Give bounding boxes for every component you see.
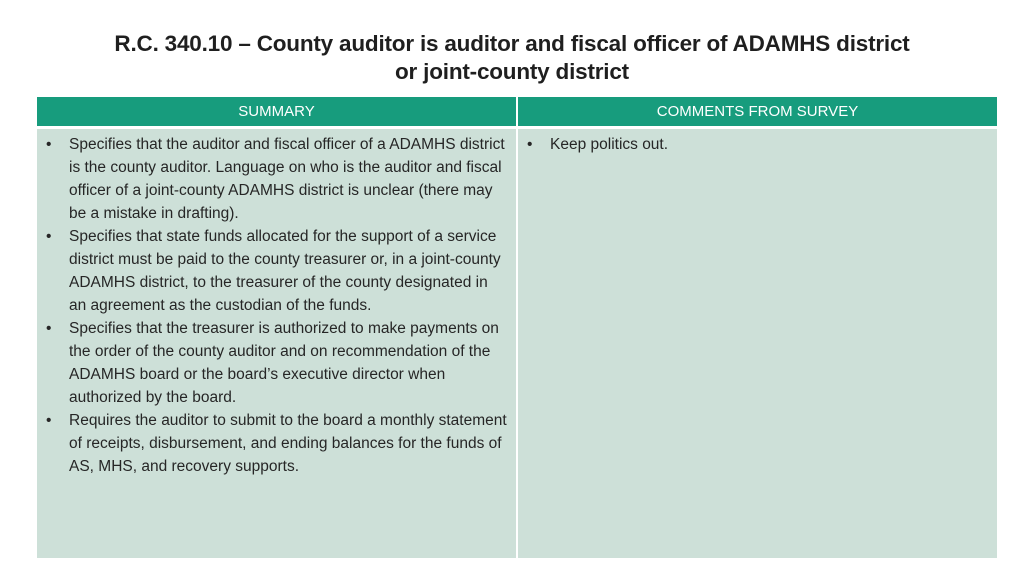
summary-comments-table: [37, 97, 997, 558]
slide-title: [40, 30, 984, 86]
summary-bullet-item: [43, 225, 508, 317]
summary-bullet-text: Specifies that the auditor and fiscal officer of a ADAMHS district is the county auditor. Language on who is the auditor and fiscal officer of a joint-county ADAMHS district is unclear (there may be a mistake in drafting).: [69, 136, 505, 222]
comments-bullet-list: [524, 133, 989, 156]
summary-bullet-list: [43, 133, 508, 478]
summary-bullet-text: Specifies that the treasurer is authorized to make payments on the order of the county auditor and on recommendation of the ADAMHS board or the board’s executive director when authorized by the board.: [69, 320, 499, 406]
bullet-glyph: •: [46, 412, 52, 429]
table-header-row: [37, 97, 997, 128]
slide-title-line-1: R.C. 340.10 – County auditor is auditor and fiscal officer of ADAMHS district: [114, 31, 910, 56]
bullet-glyph: •: [46, 320, 52, 337]
comments-column-header: COMMENTS FROM SURVEY: [517, 97, 997, 128]
summary-cell: [37, 128, 517, 559]
summary-column-header: SUMMARY: [37, 97, 517, 128]
comment-bullet-text: Keep politics out.: [550, 136, 669, 153]
bullet-glyph: •: [46, 228, 52, 245]
bullet-glyph: •: [46, 136, 52, 153]
summary-bullet-item: [43, 133, 508, 225]
summary-bullet-item: [43, 409, 508, 478]
comments-cell: [517, 128, 997, 559]
table-body-row: [37, 128, 997, 559]
summary-bullet-item: [43, 317, 508, 409]
summary-bullet-text: Specifies that state funds allocated for the support of a service district must be paid to the county treasurer or, in a joint-county ADAMHS district, to the treasurer of the county designated in an agreement as the custodian of the funds.: [69, 228, 501, 314]
slide-title-line-2: or joint-county district: [395, 59, 629, 84]
summary-bullet-text: Requires the auditor to submit to the board a monthly statement of receipts, disbursement, and ending balances for the funds of AS, MHS, and recovery supports.: [69, 412, 507, 475]
bullet-glyph: •: [527, 136, 533, 153]
comment-bullet-item: [524, 133, 989, 156]
